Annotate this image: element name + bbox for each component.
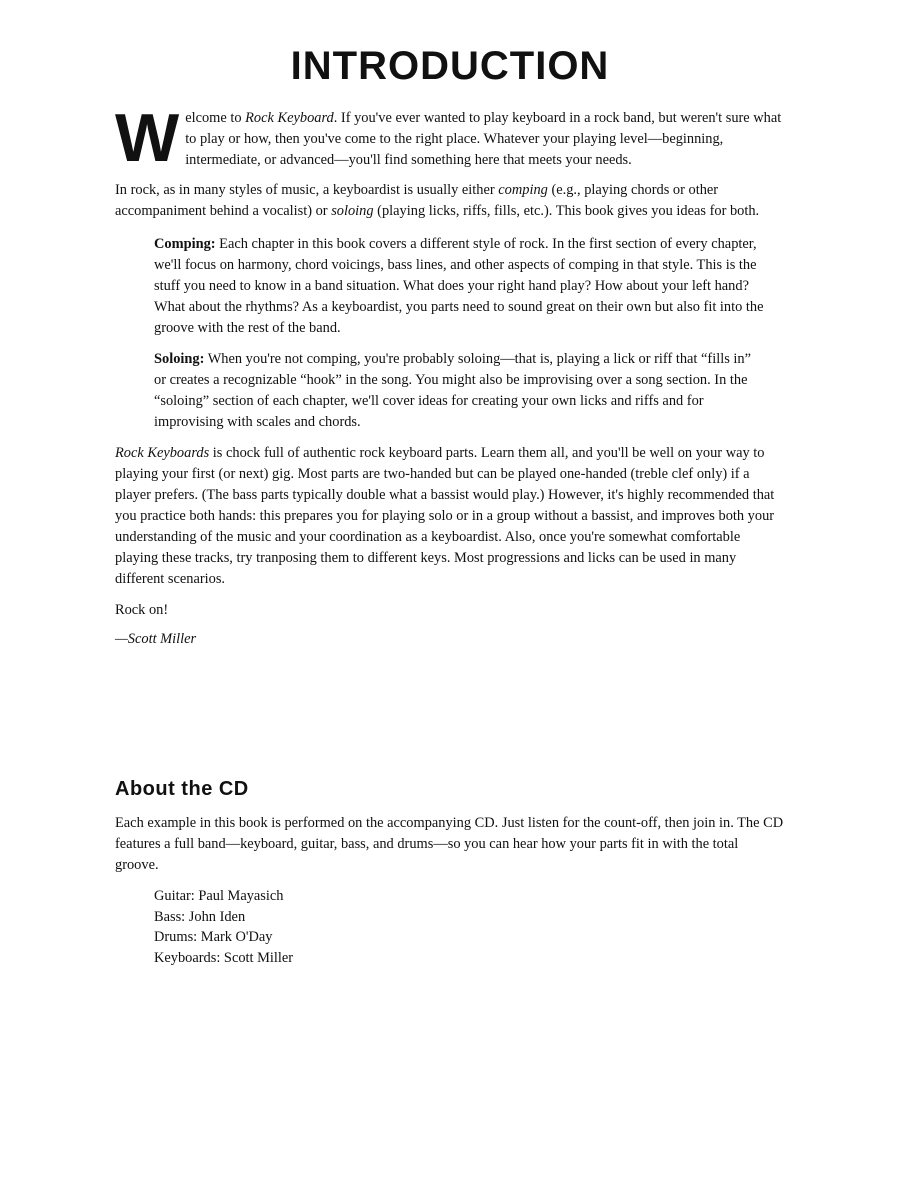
soloing-text: When you're not comping, you're probably soloing—that is, playing a lick or riff that “fills in” or creates a recognizable “hook” in the song. You might also be improvising over a song section. In the “soloing” section of each chapter, we'll cover ideas for creating your own licks and riffs and for improvising with scales and chords. [154,351,751,430]
italic-term: comping [498,182,548,198]
credits-list [154,886,785,968]
credit-keyboards: Keyboards: Scott Miller [154,949,294,966]
closing-paragraph [115,443,785,590]
book-title: Rock Keyboards [115,445,210,461]
text-segment: (playing licks, riffs, fills, etc.). This book gives you ideas for both. [373,203,760,219]
intro-paragraph-1 [115,100,785,176]
introduction-body [115,100,785,650]
about-cd-paragraph: Each example in this book is performed on the accompanying CD. Just listen for the count-off, then join in. The CD features a full band—keyboard, guitar, bass, and drums—so you can hear how your parts fit in with the total groove. [115,815,784,873]
page-title: INTRODUCTION [290,44,610,88]
comping-paragraph [154,234,764,339]
indented-definitions [154,234,764,433]
soloing-paragraph [154,349,764,433]
credit-guitar: Guitar: Paul Mayasich [154,888,284,904]
rock-on-line: Rock on! [115,602,169,618]
text-segment: . If you've ever wanted to play keyboard in a rock band, but weren't sure what to play or how, then you've come to the right place. Whatever your playing level—beginning, intermediate, or advanced—you'll find something here that meets your needs. [185,110,782,168]
italic-term: soloing [331,203,374,219]
text-segment: elcome to [185,110,246,126]
text-segment: In rock, as in many styles of music, a keyboardist is usually either [115,182,499,198]
soloing-label: Soloing: [154,351,205,367]
italic-term: Rock Keyboard [245,110,334,126]
credit-bass: Bass: John Iden [154,908,246,925]
about-cd-body [115,813,785,982]
intro-paragraph-2 [115,180,785,222]
about-cd-heading: About the CD [115,778,249,800]
comping-label: Comping: [154,236,216,252]
intro-paragraph-1-text [185,110,781,168]
text-segment: (e.g., playing chords or other accompaniment behind a vocalist) or [115,182,719,219]
author-signature: —Scott Miller [115,631,197,647]
comping-text: Each chapter in this book covers a different style of rock. In the first section of every chapter, we'll focus on harmony, chord voicings, bass lines, and other aspects of comping in that style. This is the stuff you need to know in a band situation. What does your right hand play? How about your left hand? What about the rhythms? As a keyboardist, you parts need to sound great on their own but also fit into the groove with the rest of the band. [154,236,764,336]
dropcap-letter: W [115,100,180,176]
credit-drums: Drums: Mark O'Day [154,929,273,945]
closing-text: is chock full of authentic rock keyboard parts. Learn them all, and you'll be well on your way to playing your first (or next) gig. Most parts are two-handed but can be played one-handed (treble clef only) if a player prefers. (The bass parts typically double what a bassist would play.) However, it's highly recommended that you practice both hands: this prepares you for playing solo or in a group without a bassist, and improves both your understanding of the music and your coordination as a keyboardist. Also, once you're somewhat comfortable playing these tracks, try tranposing them to different keys. Most progressions and licks can be used in many different scenarios. [115,445,775,587]
